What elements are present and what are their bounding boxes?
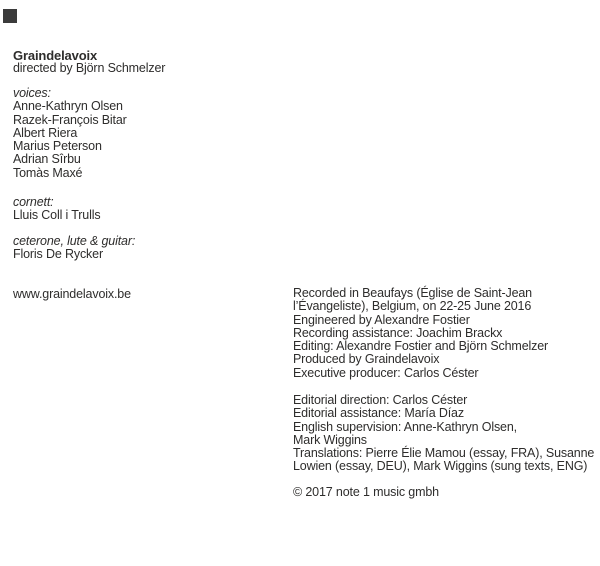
voice-name: Marius Peterson xyxy=(13,139,102,154)
voice-name: Albert Riera xyxy=(13,125,78,140)
voice-name: Tomàs Maxé xyxy=(13,165,83,180)
credit-line: Editorial assistance: María Díaz xyxy=(293,406,464,421)
ceterone-section xyxy=(13,235,135,262)
corner-square-mark xyxy=(3,9,17,23)
cornett-label: cornett: xyxy=(13,195,54,209)
ensemble-header xyxy=(13,49,165,76)
recording-credits xyxy=(293,287,578,380)
copyright-text: © 2017 note 1 music gmbh xyxy=(293,485,439,499)
credit-line: Produced by Graindelavoix xyxy=(293,352,440,367)
cornett-name: Lluis Coll i Trulls xyxy=(13,208,101,223)
director-line: directed by Björn Schmelzer xyxy=(13,61,166,76)
credit-line: Editing: Alexandre Fostier and Björn Schmelzer xyxy=(293,339,549,354)
website-line xyxy=(13,288,131,301)
credit-line: Executive producer: Carlos Céster xyxy=(293,365,479,380)
credit-line: Editorial direction: Carlos Céster xyxy=(293,393,468,407)
copyright-line xyxy=(293,486,578,499)
credit-line: Mark Wiggins xyxy=(293,432,367,447)
credit-line: Translations: Pierre Élie Mamou (essay, FRA), Susanne xyxy=(293,446,595,461)
credit-line: English supervision: Anne-Kathryn Olsen, xyxy=(293,419,517,434)
voice-name: Anne-Kathryn Olsen xyxy=(13,99,123,114)
credit-line: Lowien (essay, DEU), Mark Wiggins (sung texts, ENG) xyxy=(293,459,588,474)
voice-name: Adrian Sîrbu xyxy=(13,152,81,167)
editorial-credits xyxy=(293,393,595,474)
voices-section xyxy=(13,87,127,180)
credit-line: Engineered by Alexandre Fostier xyxy=(293,312,470,327)
credit-line: l’Évangeliste), Belgium, on 22-25 June 2016 xyxy=(293,299,532,314)
ceterone-name: Floris De Rycker xyxy=(13,247,103,262)
ensemble-name: Graindelavoix xyxy=(13,48,98,63)
credit-line: Recording assistance: Joachim Brackx xyxy=(293,325,503,340)
ceterone-label: ceterone, lute & guitar: xyxy=(13,234,136,248)
voices-label: voices: xyxy=(13,86,51,100)
website-text: www.graindelavoix.be xyxy=(13,287,131,301)
credit-line: Recorded in Beaufays (Église de Saint-Jean xyxy=(293,286,532,300)
cornett-section xyxy=(13,196,100,223)
voice-name: Razek-François Bitar xyxy=(13,112,127,127)
